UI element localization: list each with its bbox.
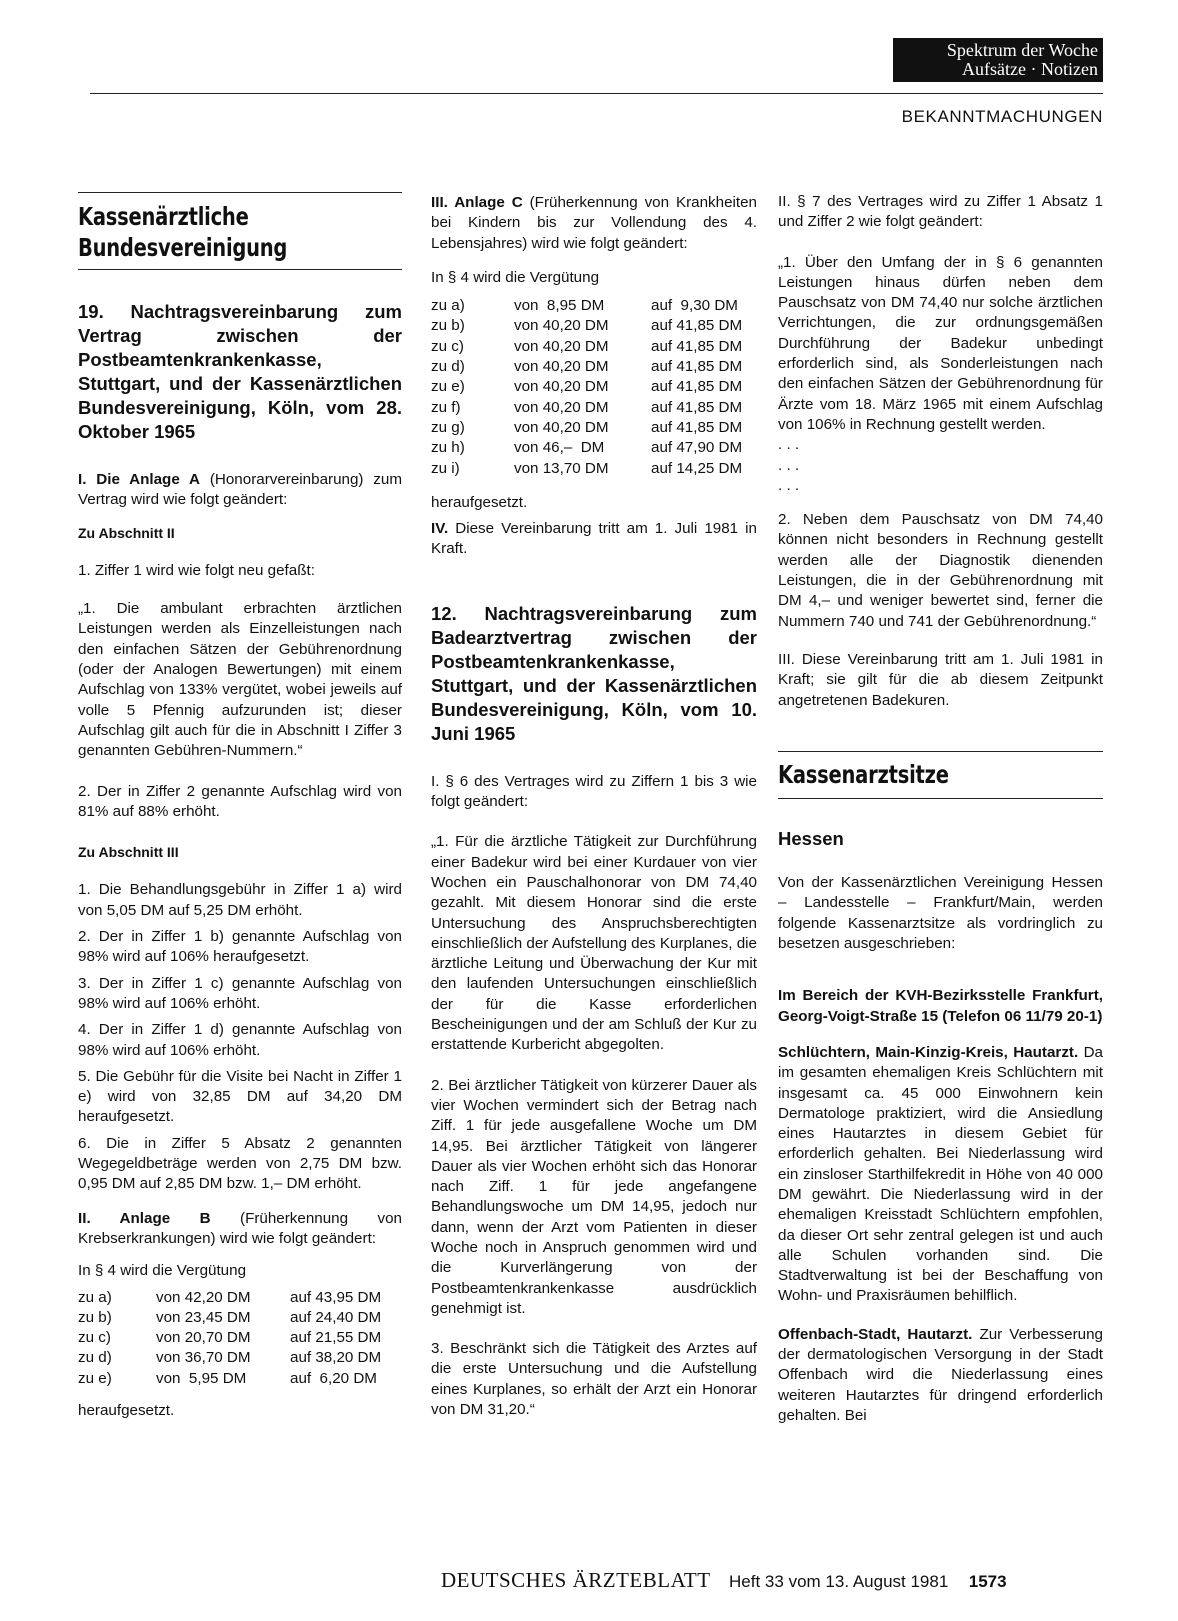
fee-item: zu e) [78, 1369, 112, 1387]
badge-line-2: Aufsätze · Notizen [962, 59, 1098, 79]
bold-lead: III. Anlage C [431, 194, 523, 211]
paragraph: 2. Neben dem Pauschsatz von DM 74,40 können nicht besonders in Rechnung gestellt werden alle der Diagnostik dienenden Leistungen, die in der Gebührenordnung mit DM 4,– und weniger bewertet sind, ferner die Nummern 740 und 741 der Gebührenordnung.“ [778, 511, 1103, 630]
bold-lead: II. Anlage B [78, 1209, 211, 1227]
paragraph: „1. Über den Umfang der in § 6 genannten Leistungen hinaus dürfen neben dem Pauschsatz von DM 74,40 nur solche ärztlichen Verrichtungen, die zur ordnungsgemäßen Durchführung der Badekur unbedingt erforderlich sind, als Sonderleistungen nach den einfachen Sätzen der Gebührenordnung für Ärzte vom 18. März 1965 mit einem Aufschlag von 106% in Rechnung gestellt werden. [778, 253, 1103, 433]
fee-item: zu g) [431, 418, 465, 436]
header-rule [90, 93, 1103, 94]
paragraph: 2. Der in Ziffer 2 genannte Aufschlag wird von 81% auf 88% erhöht. [78, 782, 402, 820]
fee-from: von 40,20 DM [514, 358, 609, 376]
fee-item: zu a) [78, 1288, 112, 1306]
fee-from: von 46,– DM [514, 439, 605, 457]
paragraph: „1. Für die ärztliche Tätigkeit zur Durchführung einer Badekur wird bei einer Kurdauer von vier Wochen ein Pauschalhonorar von DM 74,40 gezahlt. Mit diesem Honorar sind die erste Untersuchung des Anspruchsberechtigten einschließlich der Aufstellung des Kurplanes, die ärztliche Leitung und Überwachung der Kur mit den laufenden Untersuchungen einschließlich der für die Kasse erforderlichen Bescheinigungen und der am Schluß der Kur zu erstattende Kurbericht abgegolten. [431, 833, 757, 1054]
paragraph [778, 986, 1103, 1027]
fee-from: von 42,20 DM [156, 1288, 251, 1306]
paragraph: 6. Die in Ziffer 5 Absatz 2 genannten Wegegeldbeträge werden von 2,75 DM bzw. 0,95 DM auf 2,85 DM bzw. 1,– DM erhöht. [78, 1134, 402, 1193]
column-2 [431, 193, 757, 1432]
ellipsis: . . . [778, 456, 800, 474]
heading-rule-bottom [78, 269, 402, 270]
page-footer [441, 1568, 1007, 1593]
paragraph: I. § 6 des Vertrages wird zu Ziffern 1 bis 3 wie folgt geändert: [431, 772, 757, 811]
fee-item: zu d) [431, 358, 465, 376]
paragraph: II. § 7 des Vertrages wird zu Ziffer 1 Absatz 1 und Ziffer 2 wie folgt geändert: [778, 193, 1103, 231]
kbv-heading-line-1: Kassenärztliche [78, 202, 249, 231]
paragraph: 1. Ziffer 1 wird wie folgt neu gefaßt: [78, 561, 315, 579]
fee-from: von 36,70 DM [156, 1349, 251, 1367]
paragraph: 1. Die Behandlungsgebühr in Ziffer 1 a) wird von 5,05 DM auf 5,25 DM erhöht. [78, 881, 402, 919]
fee-table-anlage-c [431, 296, 742, 479]
fee-to: auf 41,85 DM [651, 337, 743, 355]
fee-to: auf 41,85 DM [651, 418, 743, 436]
fee-item: zu c) [78, 1329, 111, 1347]
fee-to: auf 9,30 DM [651, 297, 738, 315]
paragraph: 3. Beschränkt sich die Tätigkeit des Arztes auf die erste Untersuchung und die Aufstellung eines Kurplanes, so erhält der Arzt ein Honorar von DM 31,20.“ [431, 1340, 757, 1419]
fee-item: zu f) [431, 398, 461, 416]
paragraph: 5. Die Gebühr für die Visite bei Nacht in Ziffer 1 e) wird von 32,85 DM auf 34,20 DM heraufgesetzt. [78, 1067, 402, 1126]
subheading-abschnitt-ii: Zu Abschnitt II [78, 524, 175, 541]
fee-to: auf 41,85 DM [651, 317, 743, 335]
paragraph: Schlüchtern, Main-Kinzig-Kreis, Hautarzt. Da im gesamten ehemaligen Kreis Schlüchtern mit insgesamt ca. 45 000 Einwohnern kein Dermatologe praktiziert, wird die Ansiedlung eines Hautarztes in diesem Gebiet für erforderlich gehalten. Bei Niederlassung wird ein zinsloser Starthilfekredit in Höhe von 40 000 DM gewährt. Die Niederlassung wird in der ehemaligen Kreisstadt Schlüchtern empfohlen, da dieser Ort sehr zentral gelegen ist und auch alle Schulen vorhanden sind. Die Stadtverwaltung ist bei der Beschaffung von Wohn- und Praxisräumen behilflich. [778, 1043, 1103, 1305]
fee-from: von 5,95 DM [156, 1369, 247, 1387]
paragraph: 2. Bei ärztlicher Tätigkeit von kürzerer Dauer als vier Wochen vermindert sich der Betrag nach Ziff. 1 für jede ausgefallene Woche um DM 14,95. Bei ärztlicher Tätigkeit von längerer Dauer als vier Wochen erhöht sich das Honorar nach Ziff. 1 für jede angefangene Behandlungswoche um DM 14,95, jedoch nur dann, wenn der Arzt vom Patienten in dieser Woche noch in Anspruch genommen wird und die Kurverlängerung von der Postbeamtenkrankenkasse ausdrücklich genehmigt ist. [431, 1076, 757, 1317]
fee-row [431, 337, 742, 357]
badge-line-1: Spektrum der Woche [946, 40, 1098, 60]
paragraph: IV. Diese Vereinbarung tritt am 1. Juli 1981 in Kraft. [431, 520, 757, 558]
fee-to: auf 6,20 DM [290, 1369, 377, 1387]
journal-name: DEUTSCHES ÄRZTEBLATT [441, 1568, 711, 1592]
section-label: BEKANNTMACHUNGEN [901, 107, 1103, 126]
paragraph: heraufgesetzt. [431, 493, 528, 511]
fee-from: von 8,95 DM [514, 297, 605, 315]
fee-item: zu e) [431, 378, 465, 396]
fee-table-anlage-b [78, 1288, 381, 1389]
fee-row [78, 1348, 381, 1368]
fee-to: auf 41,85 DM [651, 398, 743, 416]
article-2-title: 12. Nachtragsvereinbarung zum Badearztvertrag zwischen der Postbeamtenkrankenkasse, Stuttgart, und der Kassenärztlichen Bundesvereinigung, Köln, vom 10. Juni 1965 [431, 602, 757, 744]
kassenarztsitze-heading: Kassenarztsitze [778, 759, 949, 789]
paragraph: 4. Der in Ziffer 1 d) genannte Aufschlag von 98% wird auf 106% erhöht. [78, 1021, 402, 1059]
fee-row [78, 1369, 381, 1389]
section-badge [893, 38, 1103, 82]
subheading-abschnitt-iii: Zu Abschnitt III [78, 844, 179, 861]
fee-item: zu i) [431, 459, 460, 477]
column-1 [78, 192, 402, 1433]
fee-item: zu c) [431, 337, 464, 355]
listing-title: Schlüchtern, Main-Kinzig-Kreis, Hautarzt. [778, 1043, 1079, 1061]
fee-item: zu h) [431, 439, 465, 457]
paragraph: Offenbach-Stadt, Hautarzt. Zur Verbesserung der dermatologischen Versorgung in der Stadt Offenbach wird die Niederlassung eines weiteren Hautarztes für dringend erforderlich gehalten. Bei [778, 1325, 1103, 1424]
fee-from: von 20,70 DM [156, 1329, 251, 1347]
paragraph: heraufgesetzt. [78, 1401, 175, 1419]
paragraph: 3. Der in Ziffer 1 c) genannte Aufschlag von 98% wird auf 106% erhöht. [78, 974, 402, 1012]
fee-row [78, 1328, 381, 1348]
column-3 [778, 192, 1103, 1438]
paragraph: Von der Kassenärztlichen Vereinigung Hessen – Landesstelle – Frankfurt/Main, werden folgende Kassenarztsitze als vordringlich zu besetzen ausgeschrieben: [778, 874, 1103, 953]
fee-from: von 13,70 DM [514, 459, 609, 477]
fee-row [431, 438, 742, 458]
fee-row [431, 296, 742, 316]
fee-row [431, 316, 742, 336]
fee-item: zu b) [431, 317, 465, 335]
paragraph: II. Anlage B (Früherkennung von Krebserkrankungen) wird wie folgt geändert: [78, 1209, 402, 1247]
paragraph: In § 4 wird die Vergütung [431, 268, 600, 286]
page-number: 1573 [968, 1572, 1007, 1591]
ellipsis: . . . [778, 476, 800, 494]
fee-item: zu d) [78, 1349, 112, 1367]
paragraph: III. Diese Vereinbarung tritt am 1. Juli 1981 in Kraft; sie gilt für die ab diesem Zeitpunkt angetretenen Badekuren. [778, 650, 1103, 709]
fee-item: zu b) [78, 1308, 112, 1326]
fee-row [431, 377, 742, 397]
bold-lead: I. Die Anlage A [78, 471, 201, 488]
region-heading: Hessen [778, 827, 844, 849]
fee-row [431, 418, 742, 438]
issue-info: Heft 33 vom 13. August 1981 [729, 1572, 949, 1591]
article-1-title: 19. Nachtragsvereinbarung zum Vertrag zwischen der Postbeamtenkrankenkasse, Stuttgart, und der Kassenärztlichen Bundesvereinigung, Köln, vom 28. Oktober 1965 [78, 301, 402, 442]
listing-title: Offenbach-Stadt, Hautarzt. [778, 1325, 973, 1343]
fee-row [431, 398, 742, 418]
fee-from: von 40,20 DM [514, 337, 609, 355]
district-office: Im Bereich der KVH-Bezirksstelle Frankfurt, Georg-Voigt-Straße 15 (Telefon 06 11/79 20-1) [778, 987, 1103, 1025]
fee-to: auf 41,85 DM [651, 378, 743, 396]
fee-row [78, 1288, 381, 1308]
fee-row [78, 1308, 381, 1328]
fee-from: von 40,20 DM [514, 378, 609, 396]
paragraph: I. Die Anlage A (Honorarvereinbarung) zum Vertrag wird wie folgt geändert: [78, 471, 402, 509]
kbv-heading-line-2: Bundesvereinigung [78, 233, 288, 262]
paragraph: „1. Die ambulant erbrachten ärztlichen Leistungen werden als Einzelleistungen nach den einfachen Sätzen der Gebührenordnung (oder der Analogen Bewertungen) mit einem Aufschlag von 133% vergütet, wobei jeweils auf volle 5 Pfennig aufzurunden ist; dieser Aufschlag gilt auch für die in Abschnitt I Ziffer 3 genannten Gebühren-Nummern.“ [78, 600, 402, 760]
fee-from: von 40,20 DM [514, 317, 609, 335]
fee-item: zu a) [431, 297, 465, 315]
fee-row [431, 357, 742, 377]
fee-row [431, 459, 742, 479]
fee-to: auf 47,90 DM [651, 439, 743, 457]
bold-lead: IV. [431, 520, 449, 538]
fee-to: auf 38,20 DM [290, 1349, 382, 1367]
fee-to: auf 43,95 DM [290, 1288, 382, 1306]
paragraph: In § 4 wird die Vergütung [78, 1262, 247, 1280]
fee-to: auf 24,40 DM [290, 1308, 382, 1326]
fee-from: von 40,20 DM [514, 418, 609, 436]
paragraph: 2. Der in Ziffer 1 b) genannte Aufschlag von 98% wird auf 106% heraufgesetzt. [78, 928, 402, 966]
fee-from: von 23,45 DM [156, 1308, 251, 1326]
fee-to: auf 21,55 DM [290, 1329, 382, 1347]
heading-rule-bottom [778, 798, 1103, 799]
fee-from: von 40,20 DM [514, 398, 609, 416]
fee-to: auf 41,85 DM [651, 358, 743, 376]
fee-to: auf 14,25 DM [651, 459, 743, 477]
paragraph: III. Anlage C (Früherkennung von Krankheiten bei Kindern bis zur Vollendung des 4. Lebensjahres) wird wie folgt geändert: [431, 194, 758, 252]
ellipsis: . . . [778, 436, 800, 454]
